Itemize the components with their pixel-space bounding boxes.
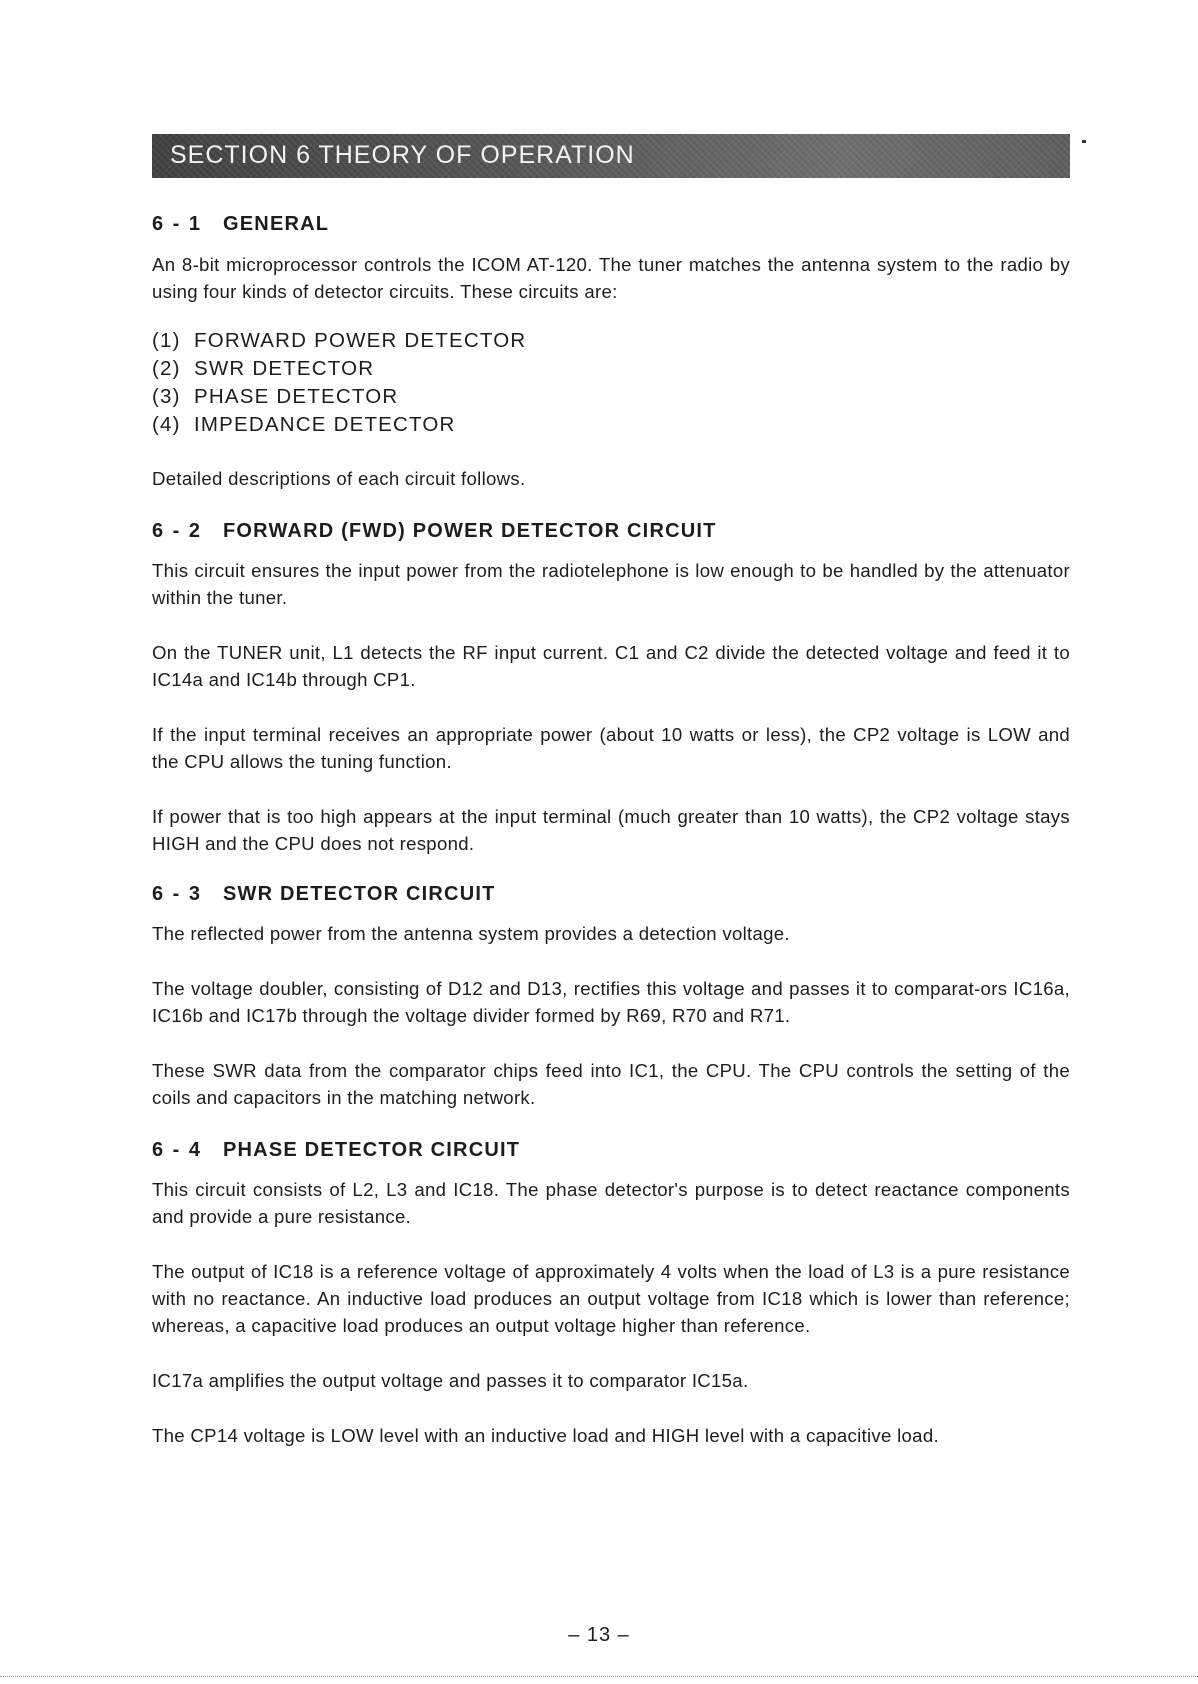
list-index: (4) (152, 413, 181, 436)
paragraph: If power that is too high appears at the input terminal (much greater than 10 watts), the CP2 voltage stays HIGH and the CPU does not respond. (152, 806, 1070, 854)
section-heading-phase (152, 1139, 1070, 1162)
section-title: GENERAL (223, 213, 330, 235)
section-heading-general (152, 213, 1070, 236)
section-number: 6 - 1 (152, 213, 203, 235)
paragraph: IC17a amplifies the output voltage and passes it to comparator IC15a. (152, 1370, 749, 1391)
paragraph: The reflected power from the antenna system provides a detection voltage. (152, 923, 790, 944)
paragraph: This circuit consists of L2, L3 and IC18. The phase detector's purpose is to detect reactance components and provide a pure resistance. (152, 1179, 1070, 1227)
list-item (152, 355, 1070, 383)
list-index: (1) (152, 329, 181, 352)
section-banner (152, 134, 1070, 178)
paragraph: If the input terminal receives an appropriate power (about 10 watts or less), the CP2 voltage is LOW and the CPU allows the tuning function. (152, 724, 1070, 772)
list-label: SWR DETECTOR (194, 357, 375, 380)
list-label: PHASE DETECTOR (194, 385, 399, 408)
paragraph: Detailed descriptions of each circuit follows. (152, 468, 526, 489)
section-number: 6 - 4 (152, 1139, 203, 1161)
list-index: (2) (152, 357, 181, 380)
section-number: 6 - 3 (152, 883, 203, 905)
section-title: FORWARD (FWD) POWER DETECTOR CIRCUIT (223, 520, 717, 542)
paragraph: An 8-bit microprocessor controls the ICOM AT-120. The tuner matches the antenna system to the radio by using four kinds of detector circuits. These circuits are: (152, 254, 1070, 302)
section-banner-title: SECTION 6 THEORY OF OPERATION (170, 141, 635, 169)
list-index: (3) (152, 385, 181, 408)
section-heading-swr (152, 883, 1070, 906)
paragraph: The output of IC18 is a reference voltage of approximately 4 volts when the load of L3 is a pure resistance with no reactance. An inductive load produces an output voltage from IC18 which is lower than reference; whereas, a capacitive load produces an output voltage higher than reference. (152, 1261, 1070, 1336)
paragraph: This circuit ensures the input power from the radiotelephone is low enough to be handled by the attenuator within the tuner. (152, 560, 1070, 608)
section-number: 6 - 2 (152, 520, 203, 542)
section-title: SWR DETECTOR CIRCUIT (223, 883, 496, 905)
list-label: IMPEDANCE DETECTOR (194, 413, 456, 436)
section-heading-fwd-power (152, 520, 1070, 543)
list-item (152, 327, 1070, 355)
scan-mark (1082, 140, 1086, 143)
section-title: PHASE DETECTOR CIRCUIT (223, 1139, 521, 1161)
list-label: FORWARD POWER DETECTOR (194, 329, 527, 352)
paragraph: These SWR data from the comparator chips feed into IC1, the CPU. The CPU controls the setting of the coils and capacitors in the matching network. (152, 1060, 1070, 1108)
page-number: – 13 – (568, 1624, 630, 1646)
document-body (152, 213, 1070, 1449)
list-item (152, 383, 1070, 411)
detector-list (152, 327, 1070, 439)
scan-edge-line (0, 1676, 1198, 1677)
list-item (152, 411, 1070, 439)
paragraph: The CP14 voltage is LOW level with an inductive load and HIGH level with a capacitive load. (152, 1425, 939, 1446)
paragraph: The voltage doubler, consisting of D12 and D13, rectifies this voltage and passes it to comparat-ors IC16a, IC16b and IC17b through the voltage divider formed by R69, R70 and R71. (152, 978, 1070, 1026)
paragraph: On the TUNER unit, L1 detects the RF input current. C1 and C2 divide the detected voltage and feed it to IC14a and IC14b through CP1. (152, 642, 1070, 690)
